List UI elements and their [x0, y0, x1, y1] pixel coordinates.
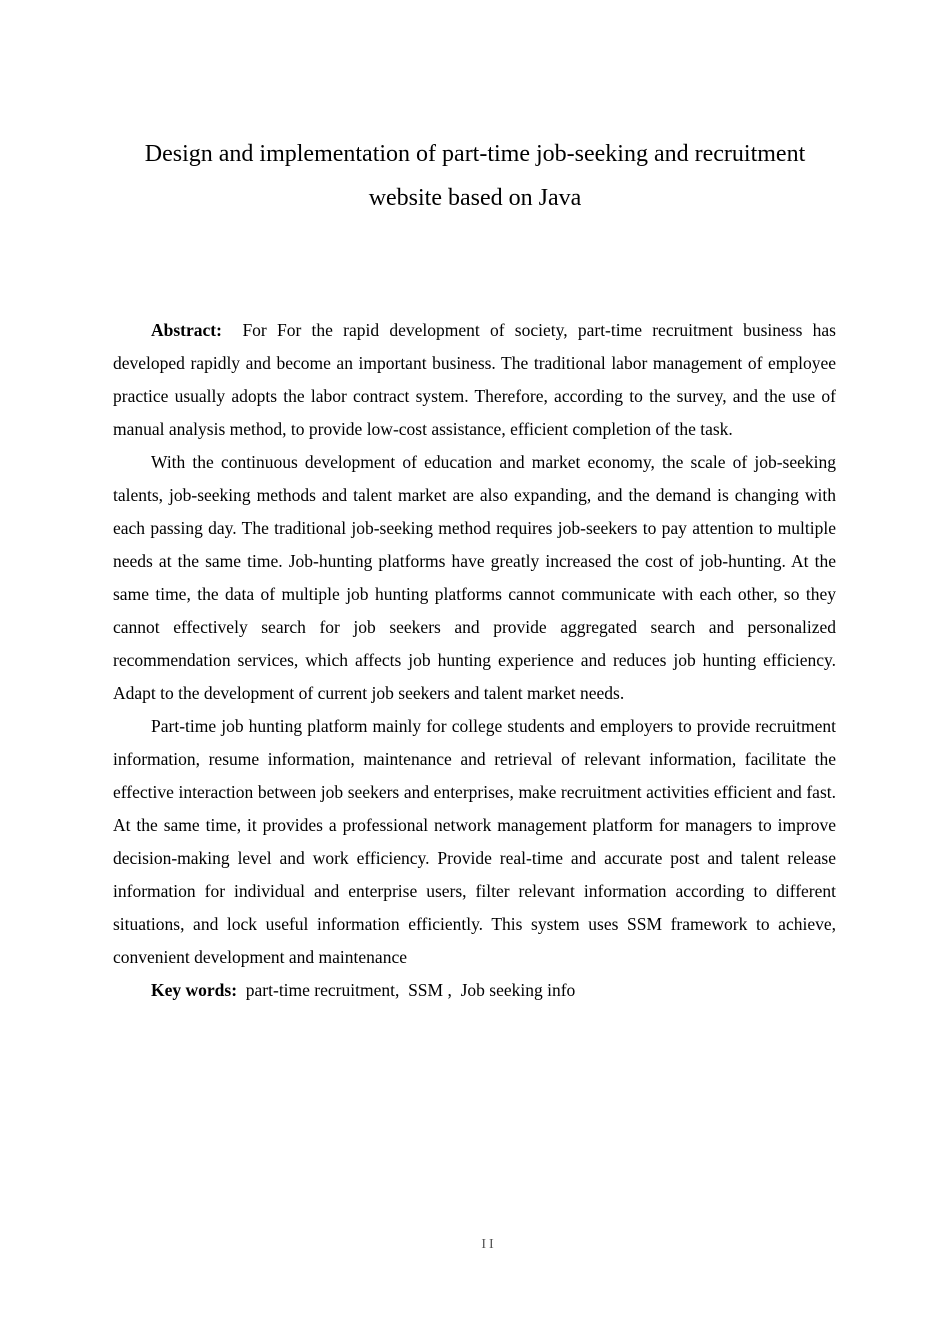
- abstract-label: Abstract:: [151, 320, 222, 340]
- page-number: II: [481, 1237, 497, 1252]
- abstract-paragraph-2: With the continuous development of education and market economy, the scale of job-seeking talents, job-seeking methods and talent market are also expanding, and the demand is changing with each passing day. The traditional job-seeking method requires job-seekers to pay attention to multiple needs at the same time. Job-hunting platforms have greatly increased the cost of job-hunting. At the same time, the data of multiple job hunting platforms cannot communicate with each other, so they cannot effectively search for job seekers and provide aggregated search and personalized recommendation services, which affects job hunting experience and reduces job hunting efficiency. Adapt to the development of current job seekers and talent market needs.: [113, 452, 836, 703]
- title-line-1: Design and implementation of part-time job-seeking and recruitment: [144, 141, 806, 167]
- abstract-paragraph-1: [113, 314, 836, 446]
- keywords-text: part-time recruitment, SSM , Job seeking info: [245, 980, 576, 1000]
- abstract-section: [113, 314, 836, 1007]
- keywords-line: [113, 974, 836, 1007]
- title-line-2: website based on Java: [368, 185, 582, 211]
- abstract-paragraph-3: Part-time job hunting platform mainly for college students and employers to provide recruitment information, resume information, maintenance and retrieval of relevant information, facilitate the effective interaction between job seekers and enterprises, make recruitment activities efficient and fast. At the same time, it provides a professional network management platform for managers to improve decision-making level and work efficiency. Provide real-time and accurate post and talent release information for individual and enterprise users, filter relevant information according to different situations, and lock useful information efficiently. This system uses SSM framework to achieve, convenient development and maintenance: [113, 716, 836, 967]
- abstract-paragraph-1-text: For For the rapid development of society, part-time recruitment business has developed rapidly and become an important business. The traditional labor management of employee practice usually adopts the labor contract system. Therefore, according to the survey, and the use of manual analysis method, to provide low-cost assistance, efficient completion of the task.: [113, 320, 836, 439]
- document-title: [100, 132, 850, 220]
- keywords-label: Key words:: [151, 980, 238, 1000]
